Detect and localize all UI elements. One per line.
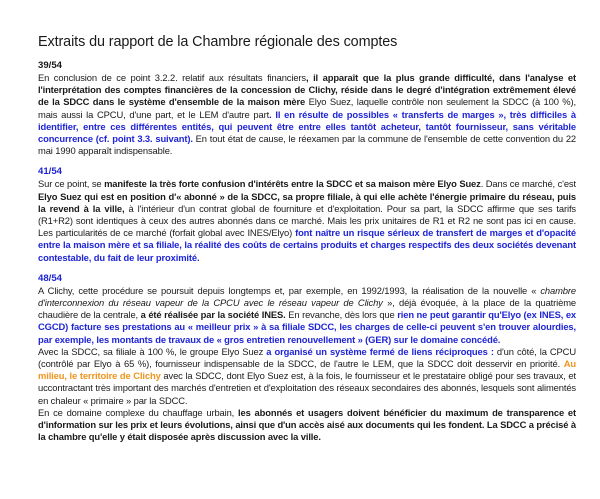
document-title: Extraits du rapport de la Chambre régionale des comptes: [38, 34, 398, 50]
text-run: Elyo Suez, laquelle contrôle non seulement la SDCC (à 100 %), mais aussi la CPCU, d'une part, et le LEM d'autre part: [38, 96, 576, 120]
text-run: En ce domaine complexe du chauffage urbain,: [38, 406, 239, 418]
bold-text-run: manifeste la très forte confusion d'intérêts entre la SDCC et sa maison mère Elyo Suez: [104, 178, 481, 190]
section-paragraph: [38, 178, 576, 263]
section-paragraph: [38, 285, 576, 346]
section-paragraph: [38, 407, 576, 444]
text-run: En tout état de cause, le réexamen par la commune de l'ensemble de cette convention du 22 mai 1990 apparaît indispensable.: [38, 133, 577, 157]
section-number: 39/54: [38, 60, 63, 71]
section-paragraph: [38, 72, 576, 157]
section-39: [38, 60, 576, 157]
section-number: 41/54: [38, 166, 63, 178]
text-run: . Dans ce marché, c'est: [480, 178, 576, 190]
text-run: à l'intérieur d'un contrat global de fourniture et d'exploitation. Pour sa part, la SDCC affirme que ses tarifs (R1+R2) sont identiques à ceux des autres abonnés dans ce marché. Mais les prix unitaires de R1 et R2 ne sont pas ici en cause. Les particularités de ce marché (forfait global avec INES/Elyo): [38, 202, 577, 239]
bold-text-run: Elyo Suez qui est en position d'« abonné » de la SDCC, sa propre filiale, à qui elle achète l'énergie primaire du réseau, puis la revend à la ville,: [38, 190, 576, 214]
text-run: », déjà évoquée, à la place de la quatrième chaudière de la centrale,: [38, 297, 576, 321]
bold-text-run: les abonnés et usagers doivent bénéficier du maximum de transparence et d'information sur les prix et leurs évolutions, ainsi que d'un accès aisé aux documents qui les fondent. La SDCC a précisé à la chambre qu'elle y était disposée après discussion avec la ville.: [38, 406, 576, 443]
bold-text-run: , il apparaît que la plus grande difficulté, dans l'analyse et l'interprétation des comptes financières de la concession de Clichy, réside dans le degré d'intégration extrêmement élevé de la SDCC dans le système d'ensemble de la maison mère: [38, 72, 576, 108]
text-run: En revanche, dès lors que: [285, 309, 398, 321]
section-paragraph: [38, 346, 576, 407]
section-number: 48/54: [38, 272, 63, 284]
text-run: A Clichy, cette procédure se poursuit depuis longtemps et, par exemple, en 1992/1993, la réalisation de la nouvelle «: [38, 284, 541, 296]
text-run: Sur ce point, se: [38, 178, 105, 190]
highlighted-text-run: font naître un risque sérieux de transfert de marges et d'opacité entre la maison mère et sa filiale, la réalité des coûts de certains produits et charges respectifs des deux sociétés devenant contestable, du fait de leur proximité.: [38, 227, 577, 263]
section-41: [38, 166, 576, 263]
highlighted-text-run: . Il en résulte de possibles « transferts de marges », très difficiles à identifier, entre ces différentes entités, qui peuvent être entre elles tantôt acheteur, tantôt fournisseur, sans véritable concurrence (cf. point 3.3. suivant).: [38, 108, 576, 145]
highlighted-text-run: a organisé un système fermé de liens réciproques :: [266, 345, 494, 357]
highlighted-text-run: rien ne peut garantir qu'Elyo (ex INES, ex CGCD) facture ses prestations au « meilleur prix » à sa filiale SDCC, les charges de celle-ci peuvent s'en trouver alourdies, par exemple, les montants de travaux de « gros entretien renouvellement » (GER) sur le domaine concédé.: [38, 309, 577, 345]
italic-text-run: chambre d'interconnexion du réseau vapeur de la CPCU avec le réseau vapeur de Clichy: [38, 284, 576, 309]
text-run: Avec la SDCC, sa filiale à 100 %, le groupe Elyo Suez: [38, 345, 267, 357]
text-run: En conclusion de ce point 3.2.2. relatif aux résultats financiers: [38, 72, 306, 83]
text-run: d'un côté, la CPCU (contrôlé par Elyo à 65 %), fournisseur indispensable de la SDCC, de l'autre le LEM, que la SDCC doit desservir en priorité.: [38, 345, 576, 370]
orange-text-run: Au milieu, le territoire de Clichy: [38, 358, 576, 382]
section-48: [38, 273, 576, 444]
text-run: avec la SDCC, dont Elyo Suez est, à la fois, le fournisseur et le prestataire obligé pour ses travaux, et uccontractant très important des marchés d'entretien et d'exploitation des réseaux secondaires des abonnés, lesquels sont alimentés en chaleur « primaire » par la SDCC.: [38, 370, 576, 406]
bold-text-run: a été réalisée par la société INES.: [140, 309, 286, 321]
